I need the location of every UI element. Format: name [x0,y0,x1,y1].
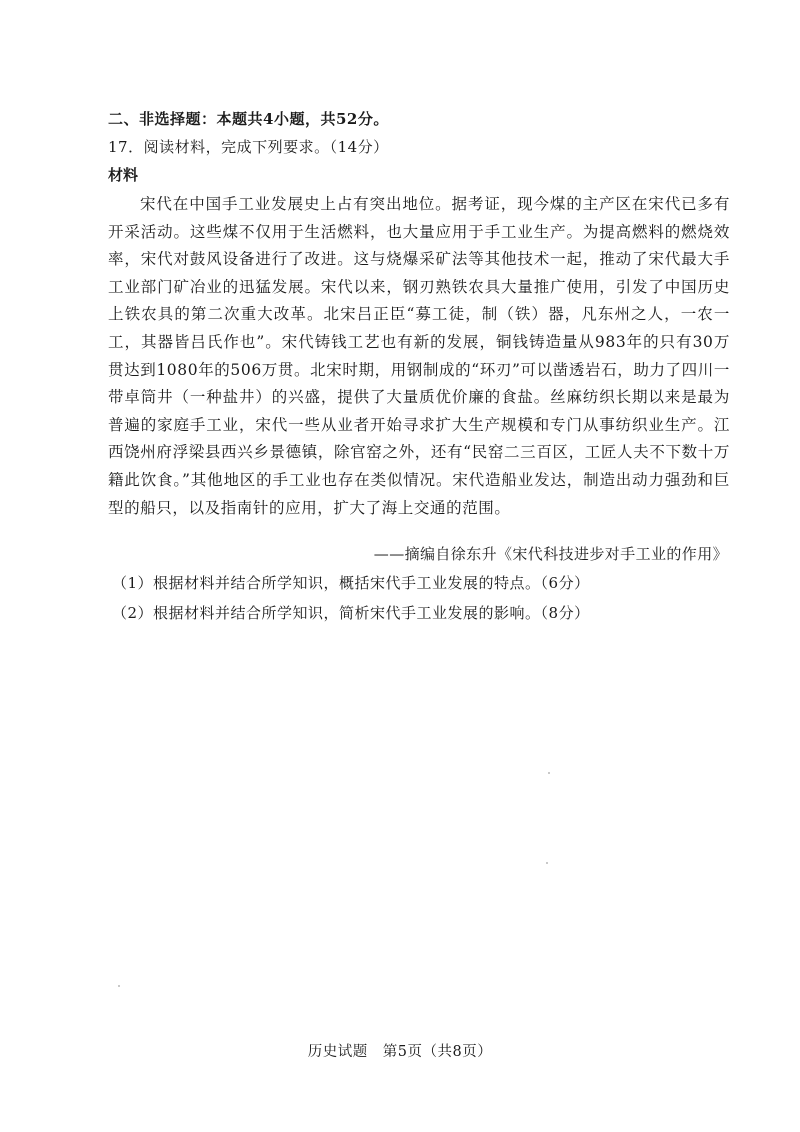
material-source: ——摘编自徐东升《宋代科技进步对手工业的作用》 [373,545,728,563]
scan-speck [548,772,550,774]
sub-question-1: （1）根据材料并结合所学知识，概括宋代手工业发展的特点。（6分） [112,574,590,592]
section-heading: 二、非选择题：本题共4小题，共52分。 [108,110,389,128]
material-label: 材料 [108,166,139,184]
sub-question-2: （2）根据材料并结合所学知识，简析宋代手工业发展的影响。（8分） [112,604,590,622]
question-title: 17．阅读材料，完成下列要求。（14分） [108,138,389,156]
scan-speck [118,985,120,987]
material-text: 宋代在中国手工业发展史上占有突出地位。据考证，现今煤的主产区在宋代已多有开采活动。这些煤不仅用于生活燃料，也大量应用于手工业生产。为提高燃料的燃烧效率，宋代对鼓风设备进行了改进。这与烧爆采矿法等其他技术一起，推动了宋代最大手工业部门矿冶业的迅猛发展。宋代以来，钢刃熟铁农具大量推广使用，引发了中国历史上铁农具的第二次重大改革。北宋吕正臣“募工徒，制（铁）器，凡东州之人，一农一工，其器皆吕氏作也”。宋代铸钱工艺也有新的发展，铜钱铸造量从983年的只有30万贯达到1080年的506万贯。北宋时期，用钢制成的“环刃”可以凿透岩石，助力了四川一带卓筒井（一种盐井）的兴盛，提供了大量质优价廉的食盐。丝麻纺织长期以来是最为普遍的家庭手工业，宋代一些从业者开始寻求扩大生产规模和专门从事纺织业生产。江西饶州府浮梁县西兴乡景德镇，除官窑之外，还有“民窑二三百区，工匠人夫不下数十万籍此饮食。”其他地区的手工业也存在类似情况。宋代造船业发达，制造出动力强劲和巨型的船只，以及指南针的应用，扩大了海上交通的范围。 [108,195,730,517]
scan-speck [546,862,548,864]
page-footer: 历史试题 第5页（共8页） [307,1044,493,1060]
